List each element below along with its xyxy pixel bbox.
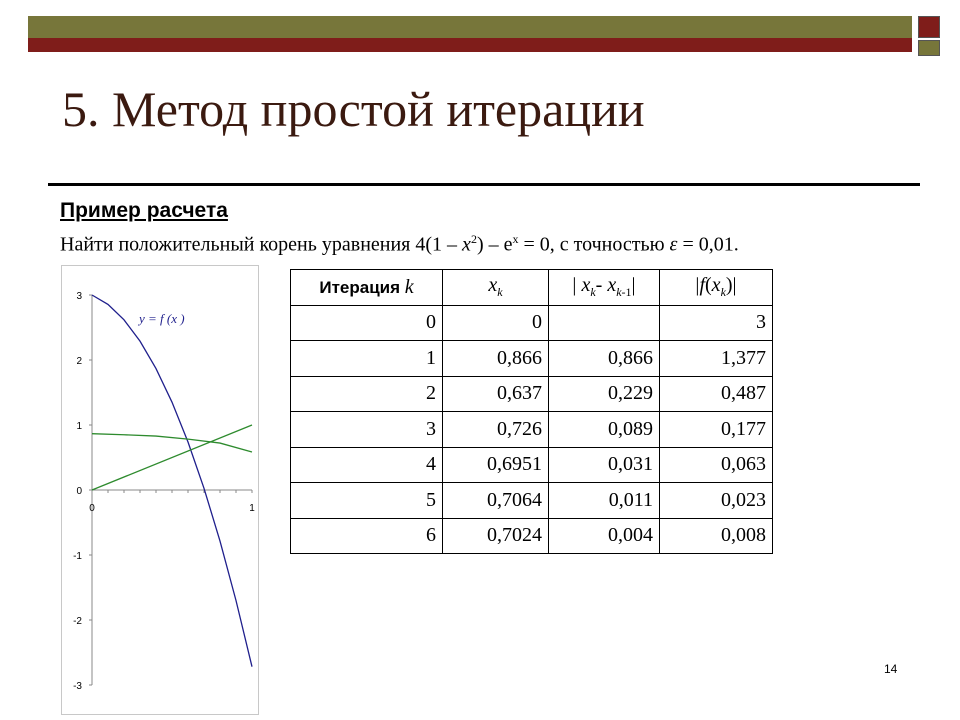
x-tick-label: 1 [249, 503, 255, 514]
table-cell: 0,866 [443, 341, 549, 377]
table-cell: 2 [291, 376, 443, 412]
table-cell: 3 [660, 305, 773, 341]
table-cell: 0,177 [660, 412, 773, 448]
table-cell: 0,726 [443, 412, 549, 448]
y-tick-label: -2 [73, 616, 82, 627]
table-cell: 0,011 [549, 483, 660, 519]
table-cell: 0,6951 [443, 447, 549, 483]
table-header-row [291, 270, 773, 306]
page-number: 14 [884, 662, 898, 676]
table-row [291, 341, 773, 377]
table-cell: 1 [291, 341, 443, 377]
table-row [291, 305, 773, 341]
table-cell: 0,008 [660, 518, 773, 554]
header-iteration: Итерация k [291, 270, 443, 306]
y-tick-label: 0 [76, 486, 82, 497]
problem-statement: Найти положительный корень уравнения $4(1 - x^2) - e^x = 0$, с точностью ε = 0,01. [60, 232, 739, 256]
curve-annotation: y = f (x ) [139, 311, 185, 326]
x-tick-label: 0 [89, 503, 95, 514]
table-cell [549, 305, 660, 341]
y-tick-label: 2 [76, 356, 82, 367]
table-cell: 3 [291, 412, 443, 448]
table-cell: 5 [291, 483, 443, 519]
table-cell: 0,004 [549, 518, 660, 554]
header-xk: $x_k$ [443, 270, 549, 306]
table-cell: 0,063 [660, 447, 773, 483]
table-row [291, 376, 773, 412]
table-cell: 1,377 [660, 341, 773, 377]
corner-square-red [918, 16, 940, 38]
header-diff: | $x_k-$ $x_{k-1}|$ [549, 270, 660, 306]
table-cell: 4 [291, 447, 443, 483]
y-tick-label: 3 [76, 291, 82, 302]
header-fx: $|f(x_k)|$ [660, 270, 773, 306]
table-cell: 0,637 [443, 376, 549, 412]
y-tick-label: -3 [73, 681, 82, 692]
iteration-table [290, 269, 773, 554]
top-decorative-bar [28, 16, 912, 38]
table-row [291, 483, 773, 519]
corner-square-olive [918, 40, 940, 56]
table-cell: 0,023 [660, 483, 773, 519]
table-cell: 0 [443, 305, 549, 341]
slide-title: 5. Метод простой итерации [62, 81, 645, 137]
table-cell: 0,866 [549, 341, 660, 377]
table-row [291, 447, 773, 483]
function-chart [61, 265, 259, 715]
table-cell: 0,089 [549, 412, 660, 448]
table-cell: 0,487 [660, 376, 773, 412]
y-tick-label: 1 [76, 421, 82, 432]
table-cell: 0,7024 [443, 518, 549, 554]
table-cell: 0,031 [549, 447, 660, 483]
table-row [291, 518, 773, 554]
top-accent-bar [28, 38, 912, 52]
title-divider [48, 183, 920, 186]
table-cell: 0 [291, 305, 443, 341]
table-cell: 0,229 [549, 376, 660, 412]
table-cell: 6 [291, 518, 443, 554]
example-heading: Пример расчета [60, 199, 228, 222]
y-tick-label: -1 [73, 551, 82, 562]
table-row [291, 412, 773, 448]
table-cell: 0,7064 [443, 483, 549, 519]
